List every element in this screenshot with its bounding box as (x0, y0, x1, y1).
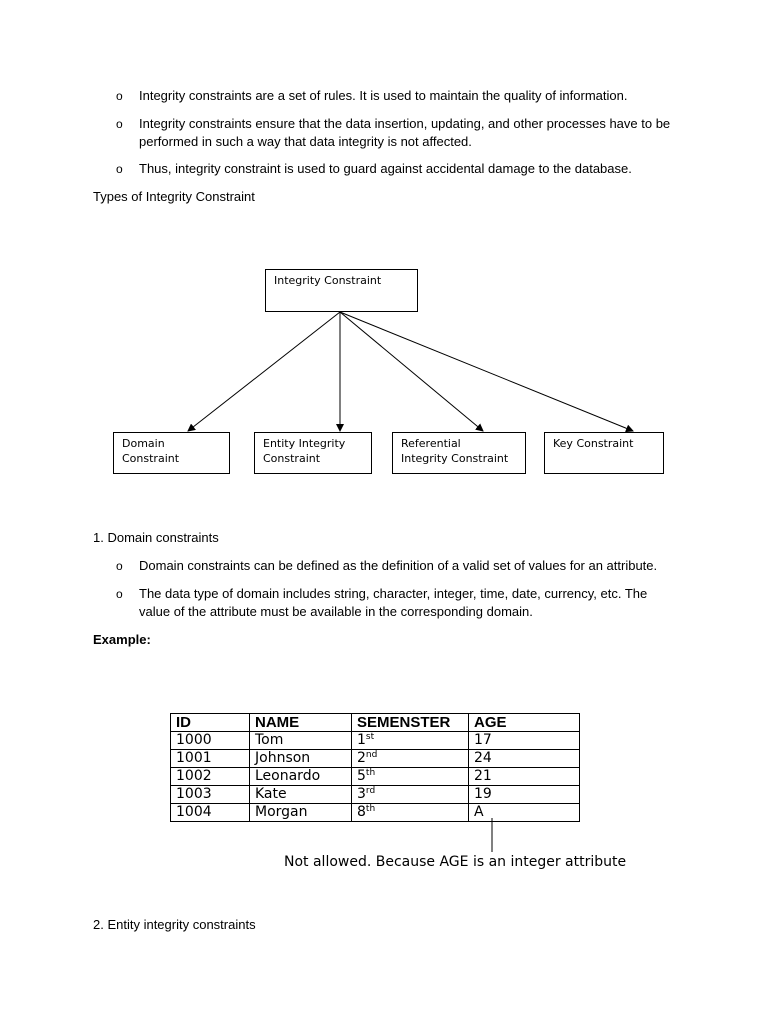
bullet-marker: o (116, 559, 123, 573)
bullet-marker: o (116, 162, 123, 176)
table-cell-name: Johnson (250, 750, 352, 768)
table-cell-semester: 5th (352, 768, 469, 786)
note-pointer-line (490, 818, 494, 852)
example-table (170, 713, 580, 822)
table-cell-id: 1001 (171, 750, 250, 768)
table-header-cell: AGE (469, 714, 580, 732)
table-cell-age: A (469, 804, 580, 822)
table-header-cell: ID (171, 714, 250, 732)
diagram-box-label: Key Constraint (553, 437, 634, 450)
table-cell-id: 1000 (171, 732, 250, 750)
table-cell-semester: 3rd (352, 786, 469, 804)
table-cell-age: 21 (469, 768, 580, 786)
connector-referential (340, 312, 483, 431)
diagram-root-label: Integrity Constraint (274, 274, 382, 287)
table-cell-name: Morgan (250, 804, 352, 822)
diagram-box-label: Integrity Constraint (401, 452, 509, 465)
example-label: Example: (93, 632, 151, 647)
table-header-row (171, 714, 580, 732)
diagram-box-label: Domain (122, 437, 165, 450)
connector-key (340, 312, 633, 431)
table-cell-age: 19 (469, 786, 580, 804)
table-row (171, 750, 580, 768)
domain-bullet-text: Domain constraints can be defined as the definition of a valid set of values for an attribute. (139, 558, 658, 573)
table-row (171, 786, 580, 804)
section-heading-domain-constraints: 1. Domain constraints (93, 530, 219, 545)
diagram-box-label: Entity Integrity (263, 437, 346, 450)
diagram-box-entity-integrity (254, 432, 372, 474)
table-row (171, 768, 580, 786)
table-cell-name: Kate (250, 786, 352, 804)
table-row (171, 732, 580, 750)
table-annotation-note: Not allowed. Because AGE is an integer attribute (284, 854, 627, 870)
table-cell-semester: 1st (352, 732, 469, 750)
table-cell-name: Leonardo (250, 768, 352, 786)
table-header-cell: NAME (250, 714, 352, 732)
domain-bullet-text: The data type of domain includes string, character, integer, time, date, currency, etc. The value of the attribute must be available in the corresponding domain. (139, 586, 648, 619)
bullet-marker: o (116, 117, 123, 131)
table-cell-age: 24 (469, 750, 580, 768)
intro-bullet-text: Integrity constraints ensure that the data insertion, updating, and other processes have to be performed in such a way that data integrity is not affected. (139, 116, 671, 149)
table-row (171, 804, 580, 822)
table-cell-id: 1003 (171, 786, 250, 804)
table-cell-id: 1002 (171, 768, 250, 786)
diagram-root-box (265, 269, 418, 312)
diagram-box-label: Constraint (122, 452, 180, 465)
intro-bullet-text: Integrity constraints are a set of rules. It is used to maintain the quality of information. (139, 88, 628, 103)
intro-bullet-text: Thus, integrity constraint is used to guard against accidental damage to the database. (139, 161, 632, 176)
diagram-box-key-constraint (544, 432, 664, 474)
section-heading-entity-integrity: 2. Entity integrity constraints (93, 917, 256, 932)
table-header-cell: SEMENSTER (352, 714, 469, 732)
table-cell-semester: 8th (352, 804, 469, 822)
table-cell-name: Tom (250, 732, 352, 750)
bullet-marker: o (116, 89, 123, 103)
bullet-marker: o (116, 587, 123, 601)
table-cell-id: 1004 (171, 804, 250, 822)
diagram-box-label: Constraint (263, 452, 321, 465)
diagram-box-label: Referential (401, 437, 461, 450)
diagram-box-referential-integrity (392, 432, 526, 474)
table-cell-age: 17 (469, 732, 580, 750)
table-cell-semester: 2nd (352, 750, 469, 768)
connector-domain (188, 312, 340, 431)
diagram-box-domain (113, 432, 230, 474)
types-heading: Types of Integrity Constraint (93, 189, 255, 204)
